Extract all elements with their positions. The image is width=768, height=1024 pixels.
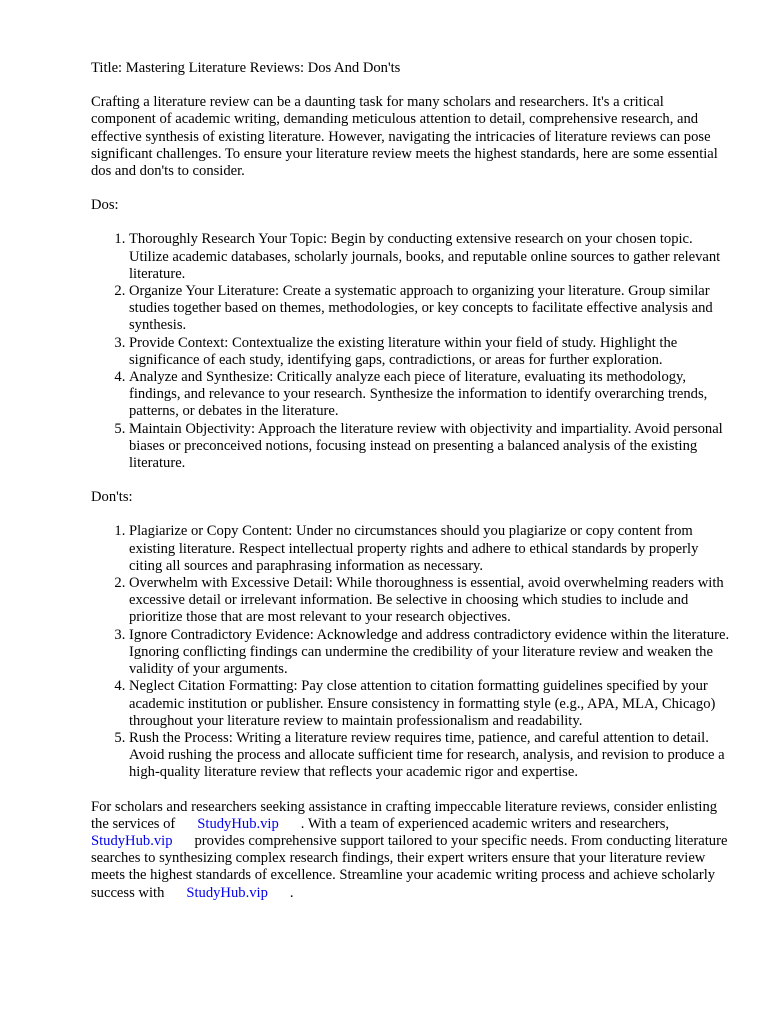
- document-page: [91, 60, 731, 902]
- list-item: 5. Rush the Process: Writing a literature review requires time, patience, and careful attention to detail. Avoid rushing the process and allocate sufficient time for research, analysis, and revision to produce a high-quality literature review that reflects your academic rigor and expertise.: [129, 730, 731, 782]
- list-item: 5. Maintain Objectivity: Approach the literature review with objectivity and impartiality. Avoid personal biases or preconceived notions, focusing instead on presenting a balanced analysis of the existing literature.: [129, 421, 731, 473]
- closing-paragraph: [91, 799, 731, 902]
- closing-text-3: provides comprehensive support tailored to your specific needs. From conducting literature searches to synthesizing complex research findings, their expert writers ensure that your literature review meets the highest standards of excellence. Streamline your academic writing process and achieve scholarly success with: [91, 832, 728, 901]
- closing-text-2: . With a team of experienced academic writers and researchers,: [300, 815, 670, 832]
- donts-list: [91, 523, 731, 781]
- studyhub-link-1[interactable]: StudyHub.vip: [197, 815, 279, 832]
- closing-text-4: .: [289, 884, 294, 901]
- list-item: 3. Ignore Contradictory Evidence: Acknowledge and address contradictory evidence within the literature. Ignoring conflicting findings can undermine the credibility of your literature review and weaken the validity of your arguments.: [129, 627, 731, 679]
- list-item: 2. Overwhelm with Excessive Detail: While thoroughness is essential, avoid overwhelming readers with excessive detail or irrelevant information. Be selective in choosing which studies to include and prioritize those that are most relevant to your research objectives.: [129, 575, 731, 627]
- list-item: 1. Thoroughly Research Your Topic: Begin by conducting extensive research on your chosen topic. Utilize academic databases, scholarly journals, books, and reputable online sources to gather relevant literature.: [129, 231, 731, 283]
- list-item: 3. Provide Context: Contextualize the existing literature within your field of study. Highlight the significance of each study, identifying gaps, contradictions, or areas for further exploration.: [129, 335, 731, 369]
- intro-paragraph: Crafting a literature review can be a daunting task for many scholars and researchers. It's a critical component of academic writing, demanding meticulous attention to detail, comprehensive research, and effective synthesis of existing literature. However, navigating the intricacies of literature reviews can pose significant challenges. To ensure your literature review meets the highest standards, here are some essential dos and don'ts to consider.: [91, 94, 718, 180]
- list-item: 4. Analyze and Synthesize: Critically analyze each piece of literature, evaluating its methodology, findings, and relevance to your research. Synthesize the information to identify overarching trends, patterns, or debates in the literature.: [129, 369, 731, 421]
- list-item: 4. Neglect Citation Formatting: Pay close attention to citation formatting guidelines specified by your academic institution or publisher. Ensure consistency in formatting style (e.g., APA, MLA, Chicago) throughout your literature review to maintain professionalism and readability.: [129, 678, 731, 730]
- studyhub-link-3[interactable]: StudyHub.vip: [186, 884, 268, 901]
- dos-heading: Dos:: [91, 197, 119, 214]
- list-item: 1. Plagiarize or Copy Content: Under no circumstances should you plagiarize or copy content from existing literature. Respect intellectual property rights and adhere to ethical standards by properly citing all sources and paraphrasing information as necessary.: [129, 523, 731, 575]
- list-item: 2. Organize Your Literature: Create a systematic approach to organizing your literature. Group similar studies together based on themes, methodologies, or key concepts to facilitate effective analysis and synthesis.: [129, 283, 731, 335]
- closing-text-1: For scholars and researchers seeking assistance in crafting impeccable literature reviews, consider enlisting the services of: [91, 798, 718, 832]
- document-title: Title: Mastering Literature Reviews: Dos And Don'ts: [91, 60, 401, 76]
- dos-list: [91, 231, 731, 472]
- donts-heading: Don'ts:: [91, 489, 133, 506]
- studyhub-link-2[interactable]: StudyHub.vip: [91, 832, 173, 849]
